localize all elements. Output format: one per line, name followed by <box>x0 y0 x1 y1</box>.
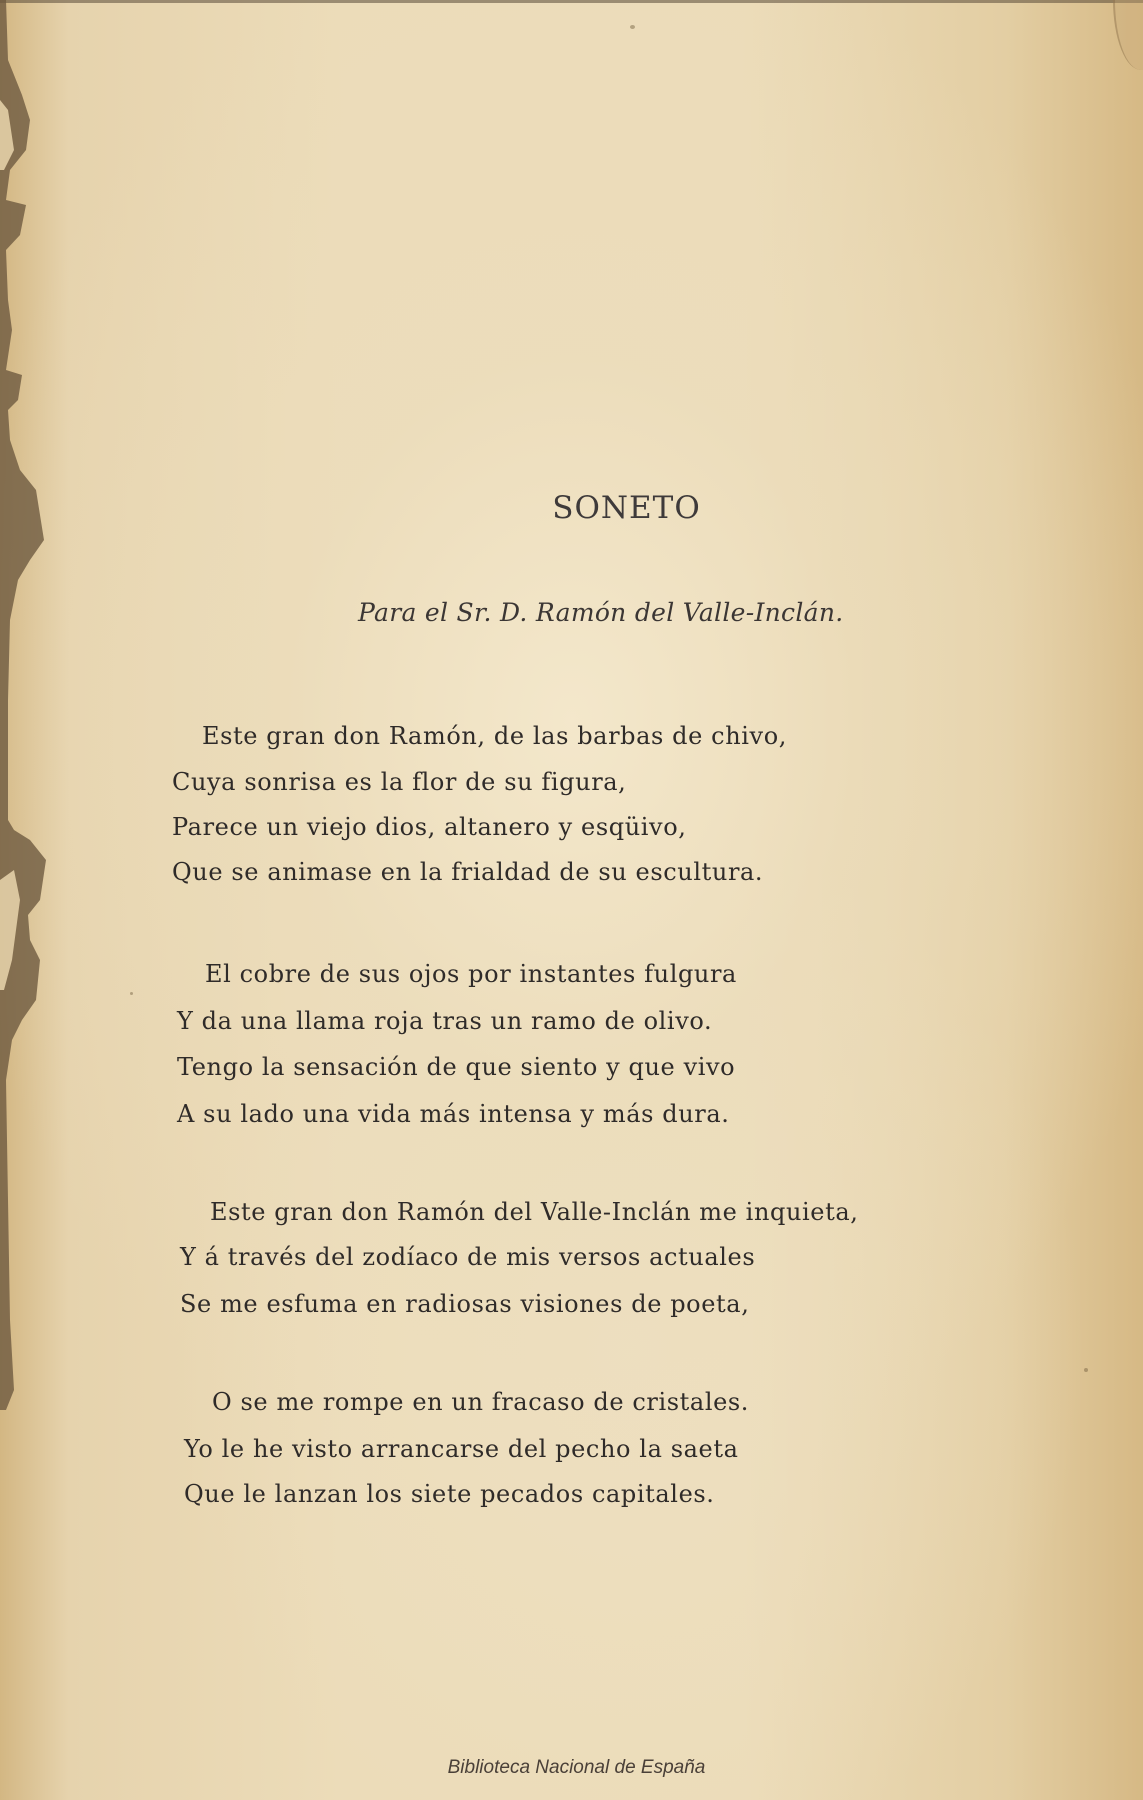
page-corner-fold <box>1113 0 1143 70</box>
paper-speck <box>130 992 133 995</box>
torn-left-edge <box>0 0 60 1420</box>
poem-line: Este gran don Ramón del Valle-Inclán me inquieta, <box>210 1198 859 1226</box>
poem-line: Tengo la sensación de que siento y que vivo <box>177 1053 736 1081</box>
poem-line: Parece un viejo dios, altanero y esqüivo, <box>172 813 687 841</box>
poem-dedication: Para el Sr. D. Ramón del Valle-Inclán. <box>358 598 844 627</box>
poem-line: Que se animase en la frialdad de su escultura. <box>172 858 764 886</box>
library-watermark: Biblioteca Nacional de España <box>447 1757 706 1778</box>
poem-line: Este gran don Ramón, de las barbas de chivo, <box>202 722 787 750</box>
poem-line: Que le lanzan los siete pecados capitales. <box>184 1480 715 1508</box>
paper-speck <box>1084 1368 1088 1372</box>
poem-line: Y da una llama roja tras un ramo de olivo. <box>177 1007 713 1035</box>
poem-line: Yo le he visto arrancarse del pecho la saeta <box>184 1435 739 1463</box>
poem-line: O se me rompe en un fracaso de cristales. <box>212 1388 750 1416</box>
poem-title: SONETO <box>552 490 701 526</box>
poem-line: Se me esfuma en radiosas visiones de poeta, <box>180 1290 750 1318</box>
page-top-edge <box>0 0 1143 3</box>
poem-line: El cobre de sus ojos por instantes fulgura <box>205 960 737 988</box>
paper-speck <box>630 25 635 29</box>
poem-line: Cuya sonrisa es la flor de su figura, <box>172 768 627 796</box>
poem-line: Y á través del zodíaco de mis versos actuales <box>180 1243 756 1271</box>
poem-line: A su lado una vida más intensa y más dura. <box>177 1100 730 1128</box>
